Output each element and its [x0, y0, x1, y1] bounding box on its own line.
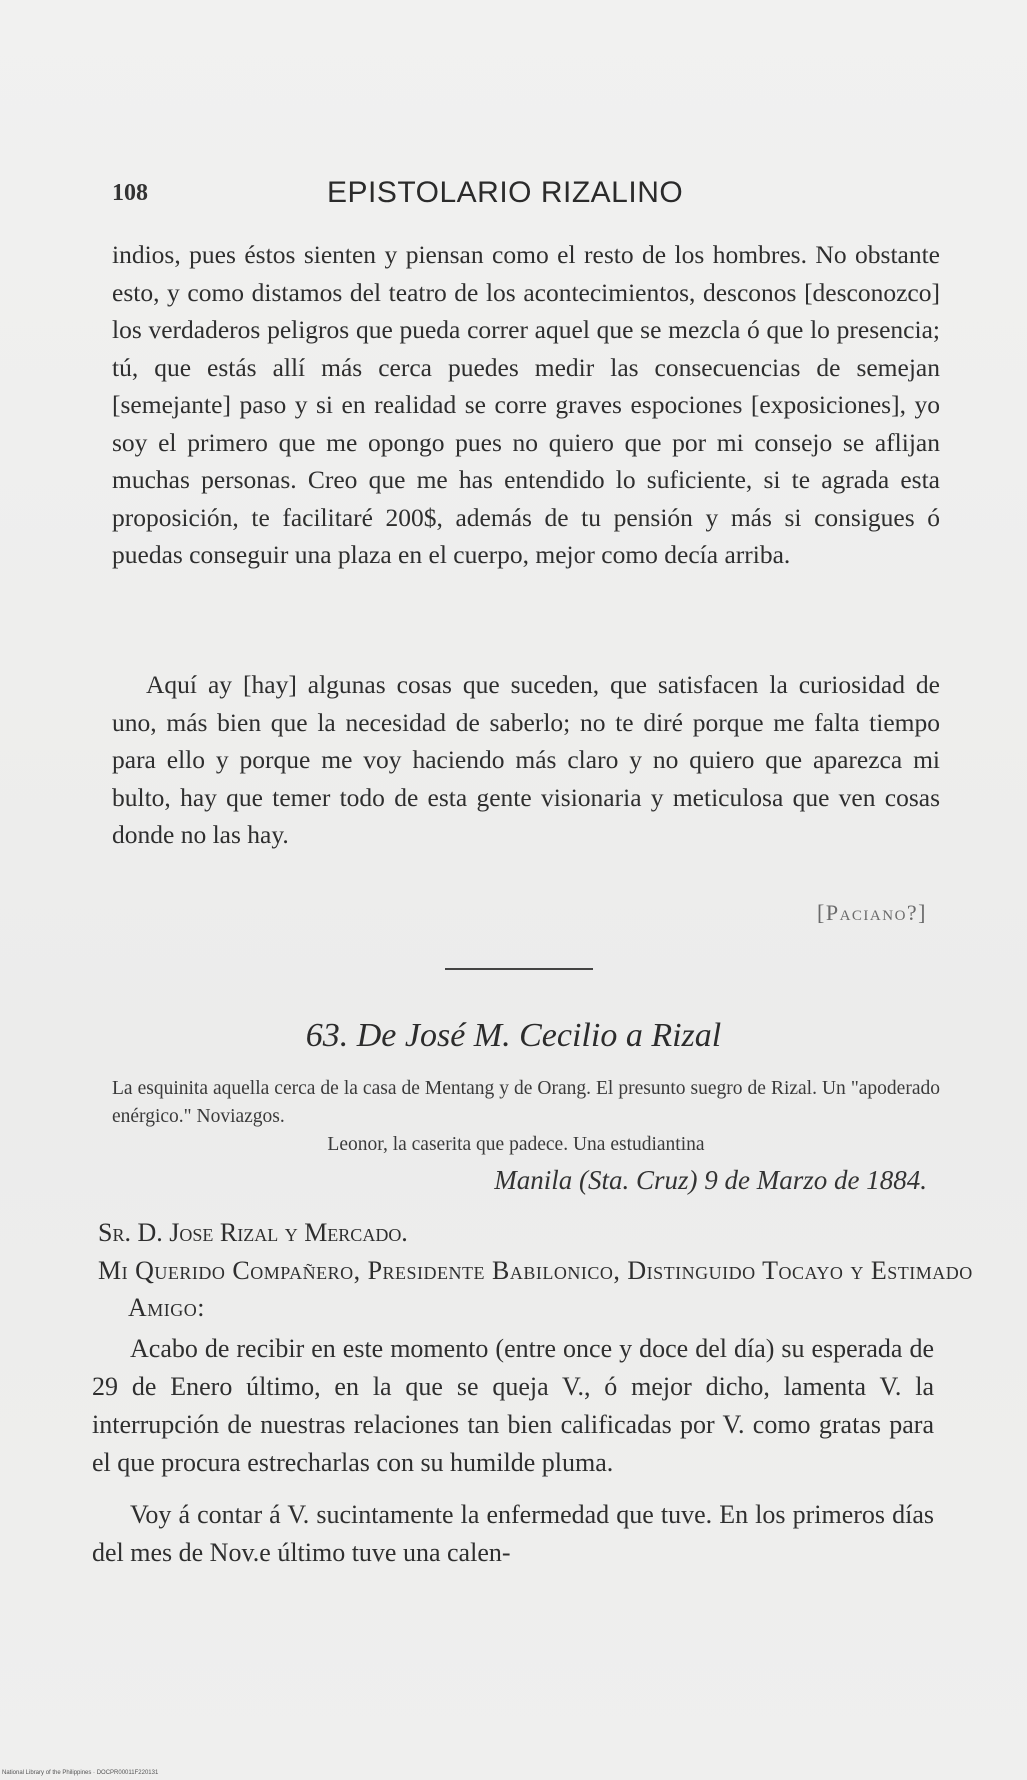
letter-dateline: Manila (Sta. Cruz) 9 de Marzo de 1884.: [494, 1165, 927, 1195]
body-paragraph-1: indios, pues éstos sienten y piensan como el resto de los hombres. No obstante esto, y como distamos del teatro de los acontecimientos, desconos [desconozco] los verdaderos peligros que pueda correr aquel que se mezcla ó que lo presencia; tú, que estás allí más cerca puedes medir las consecuencias de semejan [semejante] paso y si en realidad se corre graves espociones [exposiciones], yo soy el primero que me opongo pues no quiero que por mi consejo se aflijan muchas personas. Creo que me has entendido lo suficiente, si te agrada esta proposición, te facilitaré 200$, además de tu pensión y más si consigues ó puedas conseguir una plaza en el cuerpo, mejor como decía arriba.: [112, 240, 940, 569]
letter-greeting: Mi Querido Compañero, Presidente Babilonico, Distinguido Tocayo y Estimado Amigo:: [98, 1256, 973, 1322]
letter-title: 63. De José M. Cecilio a Rizal: [305, 1017, 722, 1054]
page-number: 108: [112, 180, 148, 206]
body-paragraph-2: Aquí ay [hay] algunas cosas que suceden, que satisfacen la curiosidad de uno, más bien que la necesidad de saberlo; no te diré porque me falta tiempo para ello y porque me voy haciendo más claro y no quiero que aparezca mi bulto, hay que temer todo de esta gente visionaria y meticulosa que ven cosas donde no las hay.: [112, 670, 940, 849]
letter-paragraph-1: Acabo de recibir en este momento (entre once y doce del día) su esperada de 29 de Enero último, en la que se queja V., ó mejor dicho, lamenta V. la interrupción de nuestras relaciones tan bien calificadas por V. como gratas para el que procura estrecharlas con su humilde pluma.: [92, 1334, 934, 1477]
letter-addressee: Sr. D. Jose Rizal y Mercado.: [98, 1218, 408, 1247]
summary-text: La esquinita aquella cerca de la casa de Mentang y de Orang. El presunto suegro de Rizal. Un "apoderado enérgico." Noviazgos.: [112, 1078, 940, 1127]
letter-summary: [112, 1075, 940, 1159]
running-title: EPISTOLARIO RIZALINO: [327, 176, 684, 209]
signature: [Paciano?]: [817, 900, 927, 925]
section-divider: [445, 968, 593, 970]
scan-credit: National Library of the Philippines · DOCPR00011F220131: [2, 1770, 159, 1776]
letter-paragraph-2: Voy á contar á V. sucintamente la enfermedad que tuve. En los primeros días del mes de Nov.e último tuve una calen-: [92, 1500, 934, 1567]
page-header: [112, 176, 942, 216]
summary-text-last-line: Leonor, la caserita que padece. Una estudiantina: [327, 1134, 705, 1155]
